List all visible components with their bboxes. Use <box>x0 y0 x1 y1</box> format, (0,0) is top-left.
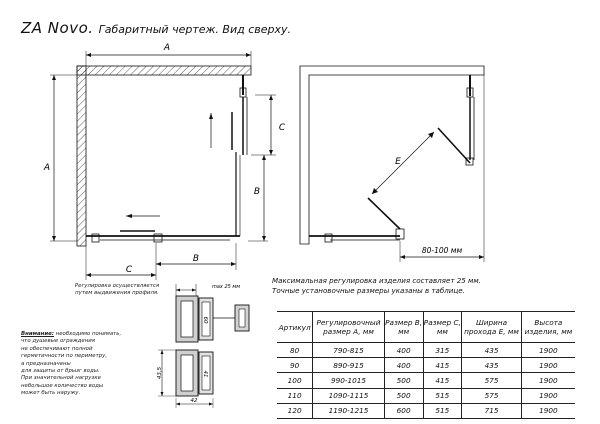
table-cell: 100 <box>277 373 313 388</box>
warning-line: не обеспечивают полной <box>21 345 93 352</box>
profile-label-41: 41 <box>202 370 208 378</box>
table-row <box>277 403 575 418</box>
warning-line: что душевые ограждения <box>21 338 95 345</box>
plan-view-closed <box>50 51 276 280</box>
warning-line: а предназначены <box>21 360 71 367</box>
drawing-subtitle: Габаритный чертеж. Вид сверху. <box>98 23 292 36</box>
profile-sections <box>158 284 249 408</box>
table-cell: 500 <box>384 373 423 388</box>
info-line-1: Максимальная регулировка изделия составляет 25 мм. <box>272 276 481 285</box>
table-cell: 435 <box>462 358 522 373</box>
col-width-e: Ширина прохода E, мм <box>462 312 522 343</box>
dim-a-side-label: A <box>43 163 51 173</box>
col-article: Артикул <box>277 312 313 343</box>
dim-a-top-label: A <box>163 43 171 53</box>
brand-title: ZA Novo. <box>21 19 94 37</box>
table-header-row <box>277 312 575 343</box>
left-wall <box>77 66 86 246</box>
dim-c-bottom-label: C <box>125 265 133 275</box>
table-row <box>277 388 575 403</box>
table-cell: 415 <box>423 373 462 388</box>
table-row <box>277 373 575 388</box>
col-adjust-a: Регулировочный размер A, мм <box>313 312 385 343</box>
table-cell: 1190-1215 <box>313 403 385 418</box>
table-cell: 990-1015 <box>313 373 385 388</box>
warning-line: для защиты от брызг воды. <box>21 368 100 375</box>
table-cell: 1900 <box>521 373 575 388</box>
max-adjustment-label: max 25 мм <box>212 284 240 290</box>
info-line-2: Точные установочные размеры указаны в таблице. <box>272 286 465 295</box>
table-cell: 575 <box>462 373 522 388</box>
dim-c-side-label: C <box>278 123 286 133</box>
table-cell: 790-815 <box>313 343 385 358</box>
table-cell: 515 <box>423 388 462 403</box>
plan-view-open <box>300 66 484 262</box>
table-cell: 400 <box>384 358 423 373</box>
table-cell: 1090-1115 <box>313 388 385 403</box>
table-cell: 1900 <box>521 343 575 358</box>
warning-line: небольшое количество воды <box>21 382 104 389</box>
warning-line: может быть наружу. <box>21 390 81 397</box>
table-cell: 515 <box>423 403 462 418</box>
dim-b-bottom-label: B <box>192 254 200 264</box>
warning-note: Внимание: необходимо понимать, что душевые ограждения не обеспечивают полной герметичности по периметру, а предназначены для защиты от брызг воды. При значительной нагрузке небольшое количество воды может быть наружу. <box>21 331 146 398</box>
table-cell: 90 <box>277 358 313 373</box>
col-height: Высота изделия, мм <box>521 312 575 343</box>
table-cell: 575 <box>462 388 522 403</box>
dim-b-side-label: B <box>253 187 261 197</box>
table-cell: 890-915 <box>313 358 385 373</box>
table-cell: 415 <box>423 358 462 373</box>
profile-label-42: 42 <box>190 398 198 404</box>
warning-heading: Внимание: <box>21 331 54 337</box>
table-cell: 315 <box>423 343 462 358</box>
table-cell: 80 <box>277 343 313 358</box>
size-table <box>277 311 575 419</box>
top-wall <box>77 66 251 75</box>
table-row <box>277 358 575 373</box>
table-cell: 1900 <box>521 388 575 403</box>
table-row <box>277 343 575 358</box>
table-cell: 400 <box>384 343 423 358</box>
col-size-b: Размер B, мм <box>384 312 423 343</box>
table-cell: 110 <box>277 388 313 403</box>
dim-range-label: 80-100 мм <box>421 246 463 255</box>
table-cell: 500 <box>384 388 423 403</box>
dim-e-label: E <box>395 157 401 167</box>
warning-line: герметичности по периметру, <box>21 353 108 360</box>
profile-label-43-5: 43,5 <box>157 366 163 380</box>
col-size-c: Размер C, мм <box>423 312 462 343</box>
table-cell: 600 <box>384 403 423 418</box>
info-text <box>272 276 481 296</box>
table-cell: 715 <box>462 403 522 418</box>
table-cell: 435 <box>462 343 522 358</box>
table-cell: 120 <box>277 403 313 418</box>
profile-label-60: 60 <box>202 316 208 324</box>
adjustment-note: Регулировка осуществляется путем выдвижения профиля. <box>74 283 160 297</box>
warning-line: При значительной нагрузке <box>21 375 101 382</box>
table-cell: 1900 <box>521 403 575 418</box>
table-cell: 1900 <box>521 358 575 373</box>
